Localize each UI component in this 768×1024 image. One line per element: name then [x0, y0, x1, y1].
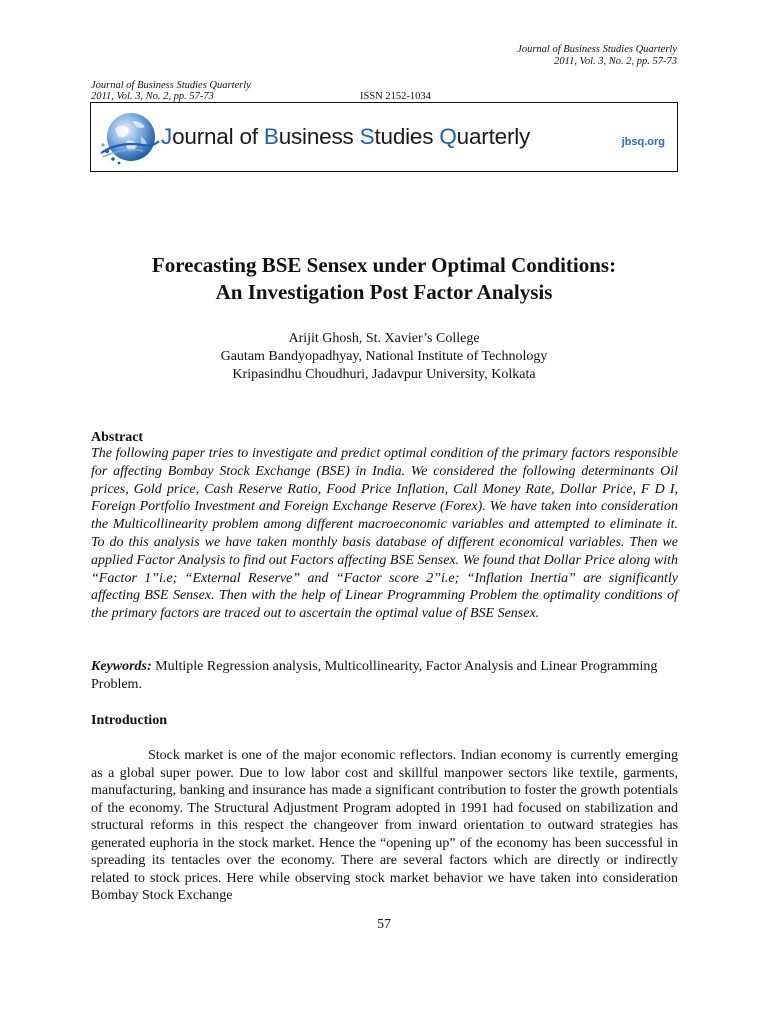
- author-line: Gautam Bandyopadhyay, National Institute of Technology: [220, 349, 548, 364]
- introduction-text: Stock market is one of the major economic reflectors. Indian economy is currently emerging as a global super power. Due to low labor cost and skillful manpower sectors like textile, garments, manufacturing, banking and insurance has made a significant contribution to foster the growth potentials of the economy. The Structural Adjustment Program adopted in 1991 had focused on stabilization and structural reforms in this respect the changeover from inward orientation to outward strategies has generated euphoria in the stock market. Hence the “opening up” of the economy has been successful in spreading its tentacles over the economy. There are several factors which are directly or indirectly related to stock prices. Here while observing stock market behavior we have taken into consideration Bombay Stock Exchange: [91, 748, 678, 903]
- abstract-text: The following paper tries to investigate and predict optimal condition of the primary factors responsible for affecting Bombay Stock Exchange (BSE) in India. We considered the following determinants Oil prices, Gold price, Cash Reserve Ratio, Food Price Inflation, Call Money Rate, Dollar Price, F D I, Foreign Portfolio Investment and Foreign Exchange Reserve (Forex). We have taken into consideration the Multicollinearity problem among different macroeconomic variables and attempted to eliminate it. To do this analysis we have taken monthly basis database of different economical variables. Then we applied Factor Analysis to find out Factors affecting BSE Sensex. We found that Dollar Price along with “Factor 1”i.e; “External Reserve” and “Factor score 2”i.e; “Inflation Inertia” are significantly affecting BSE Sensex. Then with the help of Linear Programming Problem the optimality conditions of the primary factors are traced out to ascertain the optimal value of BSE Sensex.: [91, 446, 678, 622]
- running-header: [517, 44, 677, 68]
- abstract-heading: Abstract: [91, 430, 144, 445]
- keywords-text: Multiple Regression analysis, Multicollinearity, Factor Analysis and Linear Programming Problem.: [91, 659, 658, 692]
- banner-title-initial: B: [263, 124, 279, 149]
- introduction-heading: Introduction: [91, 713, 167, 728]
- issn-label: ISSN 2152-1034: [360, 91, 431, 102]
- banner-title-segment: ournal of: [172, 124, 264, 149]
- paper-title: [60, 252, 708, 306]
- banner-title-segment: tudies: [374, 124, 440, 149]
- journal-banner: [90, 102, 678, 172]
- author-line: Arijit Ghosh, St. Xavier’s College: [288, 331, 480, 346]
- keywords-paragraph: [91, 658, 678, 693]
- keywords-label: Keywords:: [91, 659, 152, 674]
- journal-site-link[interactable]: jbsq.org: [621, 136, 665, 148]
- globe-icon: [97, 107, 161, 169]
- citation-volume: 2011, Vol. 3, No. 2, pp. 57-73: [91, 91, 214, 102]
- citation-journal: Journal of Business Studies Quarterly: [91, 80, 251, 91]
- journal-meta: [91, 80, 691, 102]
- banner-title-segment: uarterly: [456, 124, 531, 149]
- paper-subtitle-line: An Investigation Post Factor Analysis: [215, 280, 553, 304]
- page-number: 57: [377, 917, 391, 932]
- author-list: [60, 330, 708, 384]
- banner-title-initial: J: [161, 124, 173, 149]
- journal-banner-title: [161, 124, 530, 150]
- running-header-journal: Journal of Business Studies Quarterly: [517, 44, 677, 55]
- banner-title-initial: S: [359, 124, 375, 149]
- banner-title-segment: usiness: [278, 124, 360, 149]
- running-header-volume: 2011, Vol. 3, No. 2, pp. 57-73: [554, 56, 677, 67]
- banner-title-initial: Q: [439, 124, 457, 149]
- author-line: Kripasindhu Choudhuri, Jadavpur University, Kolkata: [232, 367, 536, 382]
- paper-title-line: Forecasting BSE Sensex under Optimal Conditions:: [151, 253, 617, 277]
